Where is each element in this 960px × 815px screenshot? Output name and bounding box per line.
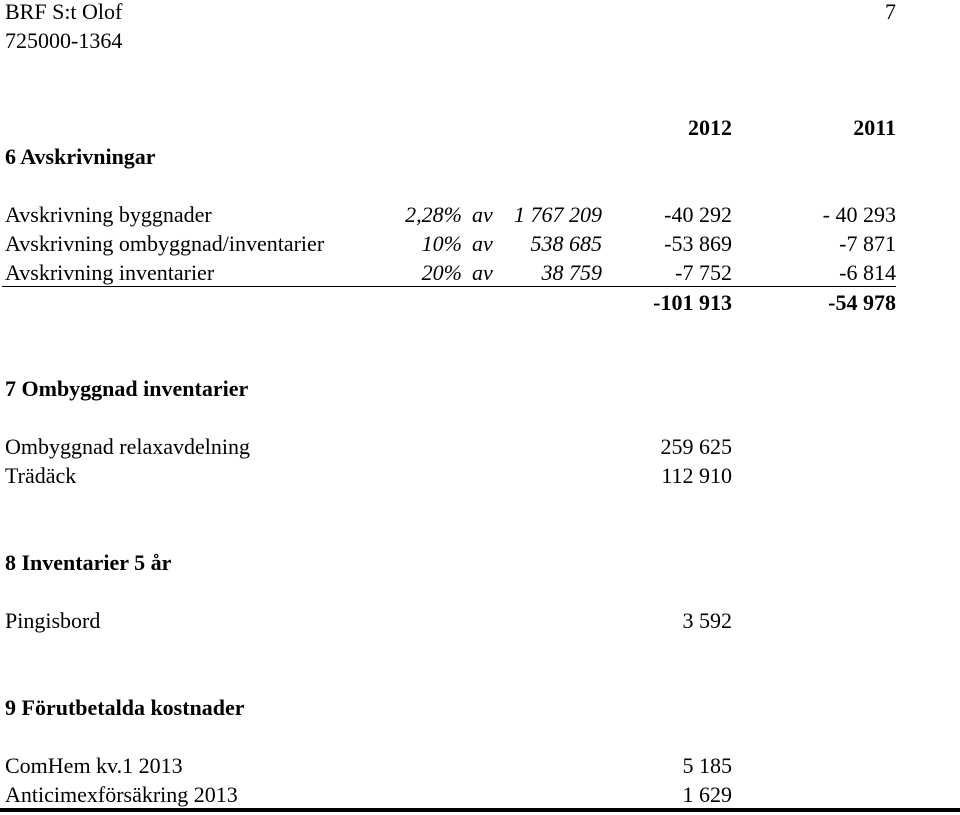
note6-total-rule — [2, 286, 896, 287]
note6-title: 6 Avskrivningar — [5, 144, 156, 169]
page-number: 7 — [885, 0, 896, 24]
note6-row-rate: 10% — [421, 231, 462, 256]
note6-row-previous: - 40 293 — [822, 202, 896, 227]
note7-row-value: 259 625 — [660, 434, 732, 459]
note7-title: 7 Ombyggnad inventarier — [5, 376, 249, 401]
note7-row-value: 112 910 — [661, 463, 732, 488]
note8-row-label: Pingisbord — [5, 608, 101, 633]
note9-title: 9 Förutbetalda kostnader — [5, 695, 245, 720]
note6-row-label: Avskrivning ombyggnad/inventarier — [5, 231, 325, 256]
note6-row-rate: 2,28% — [405, 202, 462, 227]
page-bottom-rule — [0, 808, 960, 812]
note6-row-av: av — [472, 231, 493, 256]
note9-row-value: 1 629 — [682, 782, 732, 807]
note6-total-previous: -54 978 — [828, 290, 896, 315]
note9-row-label: ComHem kv.1 2013 — [5, 753, 183, 778]
note9-row-label: Anticimexförsäkring 2013 — [5, 782, 238, 807]
year-previous: 2011 — [853, 115, 896, 140]
note6-total-current: -101 913 — [653, 290, 732, 315]
note6-row-base: 38 759 — [541, 260, 602, 285]
note6-row-base: 538 685 — [530, 231, 602, 256]
note6-row-label: Avskrivning inventarier — [5, 260, 215, 285]
note7-row-label: Ombyggnad relaxavdelning — [5, 434, 250, 459]
note8-row-value: 3 592 — [682, 608, 732, 633]
note6-row-current: -53 869 — [664, 231, 732, 256]
note6-row-current: -40 292 — [664, 202, 732, 227]
note6-row-current: -7 752 — [675, 260, 732, 285]
note6-row-label: Avskrivning byggnader — [5, 202, 212, 227]
note6-row-rate: 20% — [421, 260, 462, 285]
note6-row-av: av — [472, 260, 493, 285]
note6-row-previous: -6 814 — [839, 260, 896, 285]
note9-row-value: 5 185 — [682, 753, 732, 778]
note6-row-av: av — [472, 202, 493, 227]
org-name: BRF S:t Olof — [5, 0, 123, 24]
note8-title: 8 Inventarier 5 år — [5, 550, 172, 575]
note6-row-previous: -7 871 — [839, 231, 896, 256]
note7-row-label: Trädäck — [5, 463, 77, 488]
org-number: 725000-1364 — [5, 28, 123, 53]
year-current: 2012 — [688, 115, 732, 140]
note6-row-base: 1 767 209 — [514, 202, 602, 227]
